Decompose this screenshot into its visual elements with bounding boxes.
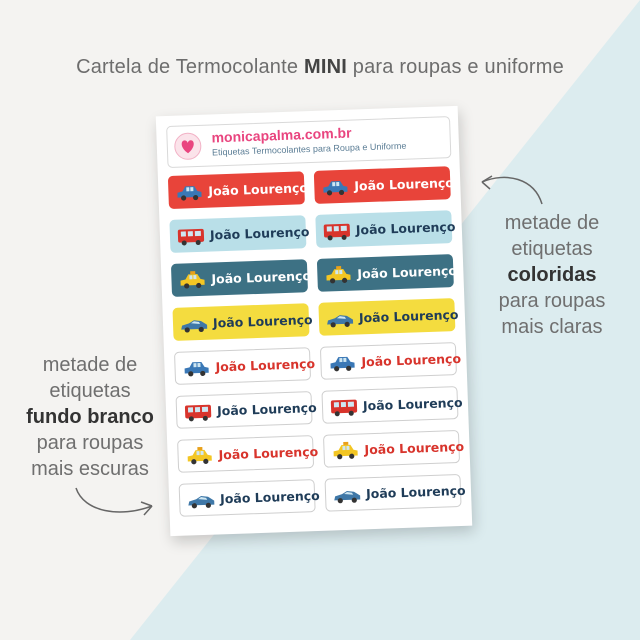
note-white: metade de etiquetas fundo branco para roupas mais escuras xyxy=(26,354,154,480)
name-label xyxy=(320,342,462,380)
brand-subtitle: Etiquetas Termocolantes para Roupa e Uniforme xyxy=(211,140,407,158)
headline: Cartela de Termocolante MINI para roupas e uniforme xyxy=(76,56,564,78)
label-name-text: João Lourenço xyxy=(365,482,466,502)
yellow-taxi-icon xyxy=(184,445,215,466)
blue-car-icon xyxy=(320,176,351,197)
heart-logo-icon xyxy=(173,132,202,161)
label-name-text: João Lourenço xyxy=(361,350,462,370)
label-name-text: João Lourenço xyxy=(216,399,317,419)
yellow-taxi-icon xyxy=(323,264,354,285)
name-label xyxy=(321,386,463,424)
label-name-text: João Lourenço xyxy=(354,175,455,194)
name-label xyxy=(318,298,459,336)
label-name-text: João Lourenço xyxy=(211,268,312,287)
yellow-taxi-icon xyxy=(177,269,208,290)
label-name-text: João Lourenço xyxy=(357,262,458,282)
label-name-text: João Lourenço xyxy=(209,224,310,243)
label-name-text: João Lourenço xyxy=(355,219,456,238)
brand-header xyxy=(166,116,451,168)
red-bus-icon xyxy=(183,401,214,422)
arrow-right-icon xyxy=(470,168,550,208)
blue-car-icon xyxy=(327,352,358,373)
label-name-text: João Lourenço xyxy=(364,438,465,458)
red-bus-icon xyxy=(329,396,360,417)
label-sheet xyxy=(156,106,472,536)
name-label xyxy=(176,391,317,429)
red-bus-icon xyxy=(322,220,353,241)
blue-sports-car-icon xyxy=(325,308,356,329)
brand-name: monicapalma.com.br xyxy=(211,124,352,146)
arrow-left-icon xyxy=(70,484,160,524)
label-name-text: João Lourenço xyxy=(358,306,459,326)
note-colored: metade de etiquetas coloridas para roupas mais claras xyxy=(498,212,606,338)
name-label xyxy=(172,303,313,341)
yellow-taxi-icon xyxy=(330,440,361,461)
name-label xyxy=(168,171,309,209)
name-label xyxy=(171,259,312,297)
label-name-text: João Lourenço xyxy=(212,312,313,331)
label-name-text: João Lourenço xyxy=(362,394,463,414)
blue-car-icon xyxy=(174,181,205,202)
blue-car-icon xyxy=(181,357,212,378)
blue-sports-car-icon xyxy=(179,313,210,334)
blue-sports-car-icon xyxy=(332,484,363,505)
label-name-text: João Lourenço xyxy=(208,180,309,199)
label-name-text: João Lourenço xyxy=(218,443,319,463)
label-name-text: João Lourenço xyxy=(215,355,316,375)
name-label xyxy=(177,435,319,473)
name-label xyxy=(314,166,455,204)
name-label xyxy=(317,254,458,292)
name-label xyxy=(174,347,316,385)
name-label xyxy=(315,210,456,248)
name-label xyxy=(179,479,320,517)
name-label xyxy=(169,215,310,253)
name-label xyxy=(323,430,465,468)
label-name-text: João Lourenço xyxy=(219,487,320,507)
headline-bold: MINI xyxy=(303,56,347,78)
red-bus-icon xyxy=(176,225,207,246)
name-label xyxy=(325,474,466,512)
blue-sports-car-icon xyxy=(186,489,217,510)
